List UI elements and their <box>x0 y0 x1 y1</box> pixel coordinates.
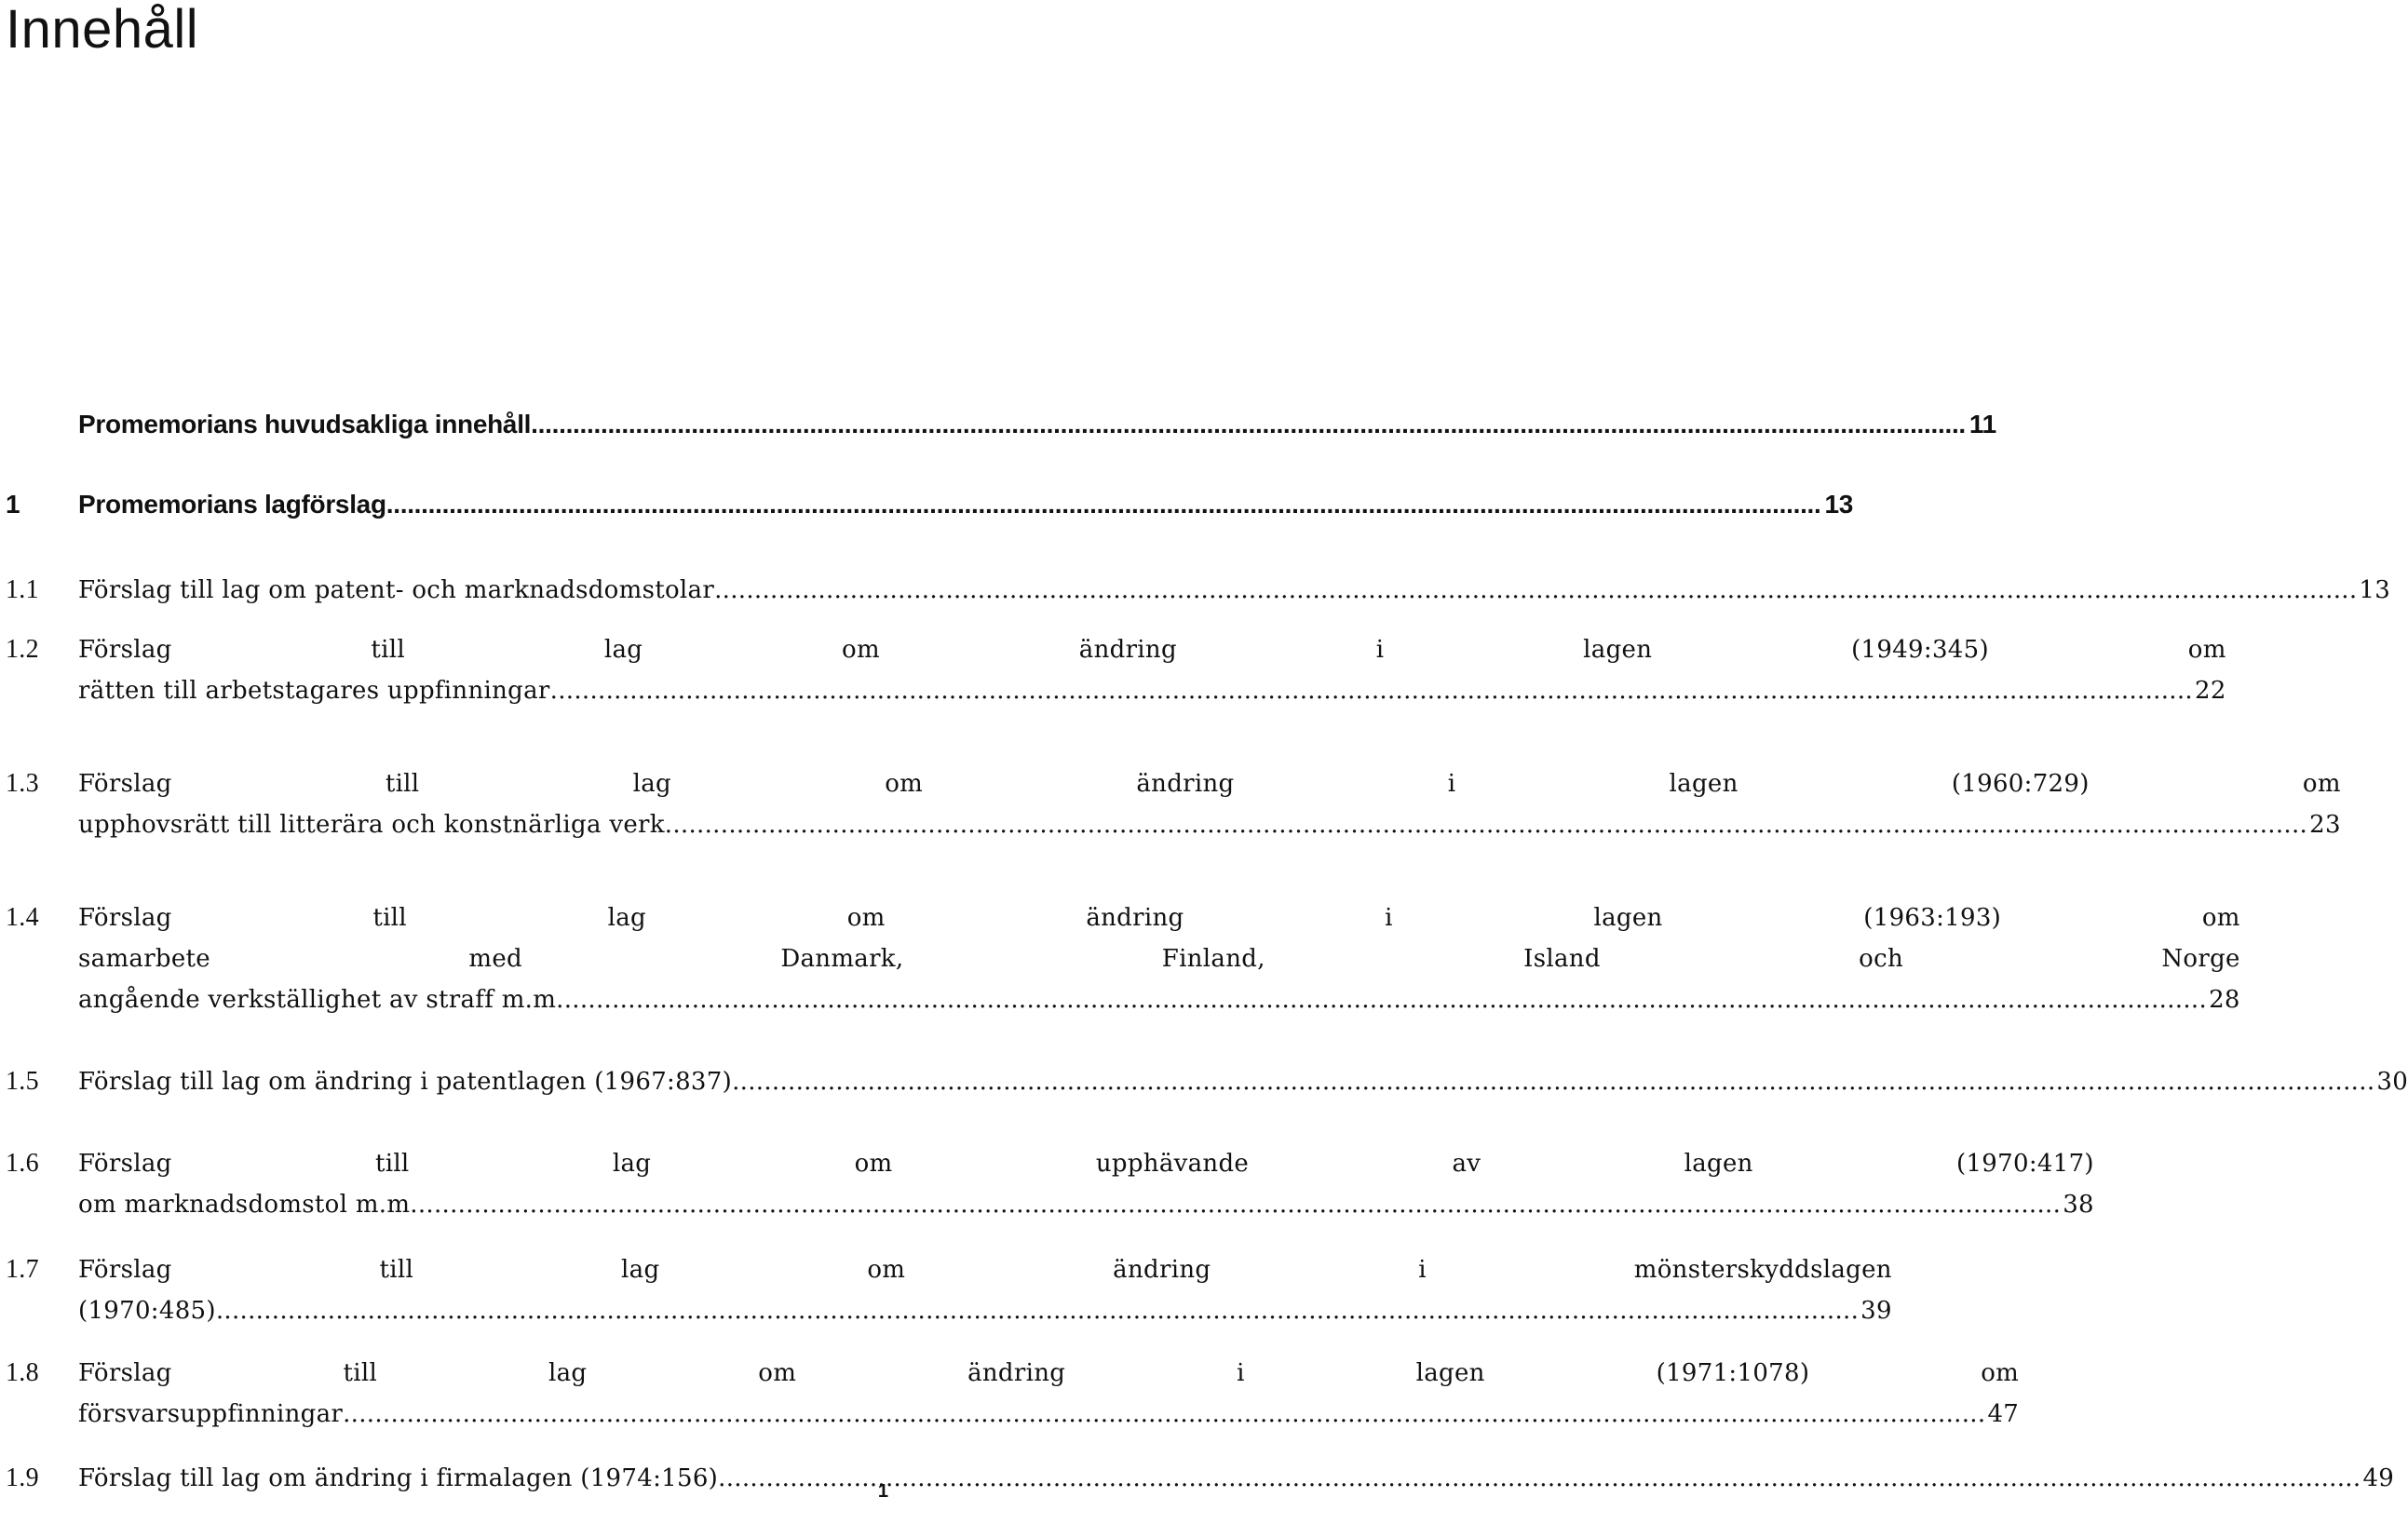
toc-entry-text <box>78 897 2240 1020</box>
dot-leader <box>665 804 2307 845</box>
toc-entry-page: 13 <box>2359 576 2391 604</box>
dot-leader <box>531 406 1966 443</box>
toc-entry-title: Promemorians lagförslag <box>78 490 386 519</box>
toc-entry-line: Förslag till lag om ändring i lagen (1971:1078) om <box>78 1359 2020 1387</box>
toc-entry-page: 30 <box>2376 1068 2408 1096</box>
toc-entry-title: upphovsrätt till litterära och konstnärliga verk <box>78 811 665 839</box>
toc-entry-page: 38 <box>2063 1191 2094 1219</box>
toc-entry[interactable] <box>6 763 2341 845</box>
toc-entry-number: 1.4 <box>6 903 39 932</box>
toc-entry[interactable] <box>6 1249 1892 1331</box>
dot-leader <box>714 570 2357 611</box>
toc-entry-title: försvarsuppfinningar <box>78 1400 344 1428</box>
toc-entry-number: 1 <box>6 490 20 519</box>
dot-leader <box>718 1458 2361 1499</box>
toc-entry-page: 22 <box>2194 677 2226 705</box>
toc-entry-last-line <box>78 670 2226 711</box>
toc-entry-page: 13 <box>1824 490 1854 519</box>
toc-entry-text <box>78 1143 2094 1225</box>
toc-entry-last-line <box>78 486 1853 523</box>
toc-entry-line: Förslag till lag om upphävande av lagen (1970:417) <box>78 1150 2094 1178</box>
toc-entry-title: Förslag till lag om patent- och marknadsdomstolar <box>78 576 715 604</box>
dot-leader <box>418 1184 2061 1225</box>
toc-entry-line: Förslag till lag om ändring i lagen (1963:193) om <box>78 904 2240 932</box>
toc-entry-text <box>78 1353 2019 1435</box>
toc-entry-text <box>78 406 1996 443</box>
toc-entry-text <box>78 1458 2394 1499</box>
toc-entry-number: 1.1 <box>6 575 39 604</box>
toc-entry-last-line <box>78 570 2390 611</box>
toc-entry[interactable] <box>6 406 1996 443</box>
toc-entry[interactable] <box>6 570 2391 611</box>
toc-entry-number: 1.8 <box>6 1358 39 1387</box>
toc-entry-number <box>6 406 78 443</box>
dot-leader <box>386 486 1821 523</box>
toc-entry-number: 1.9 <box>6 1463 39 1492</box>
toc-entry-last-line <box>78 1290 1892 1331</box>
page-title: Innehåll <box>6 0 199 60</box>
toc-entry[interactable] <box>6 1353 2020 1435</box>
toc-entry-page: 23 <box>2309 811 2341 839</box>
toc-entry[interactable] <box>6 897 2240 1020</box>
toc-entry-page: 49 <box>2362 1464 2395 1492</box>
toc-entry-page: 11 <box>1968 410 1996 438</box>
toc-entry-text <box>78 1061 2408 1102</box>
toc-entry-title: Promemorians huvudsakliga innehåll <box>78 410 532 438</box>
dot-leader <box>550 670 2193 711</box>
dot-leader <box>216 1290 1859 1331</box>
toc-entry-title: rätten till arbetstagares uppfinningar <box>78 677 550 705</box>
toc-entry-last-line <box>78 1394 2019 1435</box>
toc-entry-line: Förslag till lag om ändring i mönsterskyddslagen <box>78 1256 1892 1284</box>
toc-entry-last-line <box>78 406 1996 443</box>
toc-entry-page: 39 <box>1860 1297 1892 1325</box>
toc-entry-text <box>78 629 2226 711</box>
toc-entry-line: samarbete med Danmark, Finland, Island och Norge <box>78 945 2240 973</box>
toc-entry-title: angående verkställighet av straff m.m. <box>78 986 564 1014</box>
dot-leader <box>343 1394 1985 1435</box>
toc-entry-number: 1.6 <box>6 1149 39 1178</box>
toc-entry-number: 1.3 <box>6 769 39 798</box>
toc-entry-title: Förslag till lag om ändring i patentlagen (1967:837) <box>78 1068 733 1096</box>
toc-entry-title: om marknadsdomstol m.m. <box>78 1191 418 1219</box>
toc-entry[interactable] <box>6 486 1854 523</box>
toc-entry-title: (1970:485) <box>78 1297 216 1325</box>
toc-entry-number: 1.2 <box>6 635 39 664</box>
toc-entry[interactable] <box>6 1143 2094 1225</box>
toc-entry-page: 28 <box>2209 986 2240 1014</box>
toc-entry-number: 1.7 <box>6 1255 39 1284</box>
toc-entry[interactable] <box>6 629 2226 711</box>
toc-entry-title: Förslag till lag om ändring i firmalagen (1974:156) <box>78 1464 719 1492</box>
toc-entry-number: 1.5 <box>6 1067 39 1096</box>
toc-entry-text <box>78 1249 1892 1331</box>
toc-entry-line: Förslag till lag om ändring i lagen (1949:345) om <box>78 636 2226 664</box>
toc-entry-last-line <box>78 1458 2394 1499</box>
toc-entry-text <box>78 570 2390 611</box>
toc-entry-text <box>78 486 1853 523</box>
toc-entry-last-line <box>78 1061 2408 1102</box>
toc-entry-last-line <box>78 804 2341 845</box>
dot-leader <box>732 1061 2374 1102</box>
dot-leader <box>564 979 2207 1020</box>
toc-entry-page: 47 <box>1987 1400 2020 1428</box>
toc-entry-last-line <box>78 979 2240 1020</box>
toc-entry[interactable] <box>6 1458 2395 1499</box>
toc-entry-line: Förslag till lag om ändring i lagen (1960:729) om <box>78 770 2341 798</box>
toc-entry-text <box>78 763 2341 845</box>
toc-entry[interactable] <box>6 1061 2408 1102</box>
page-number: 1 <box>877 1481 888 1502</box>
toc-entry-last-line <box>78 1184 2094 1225</box>
